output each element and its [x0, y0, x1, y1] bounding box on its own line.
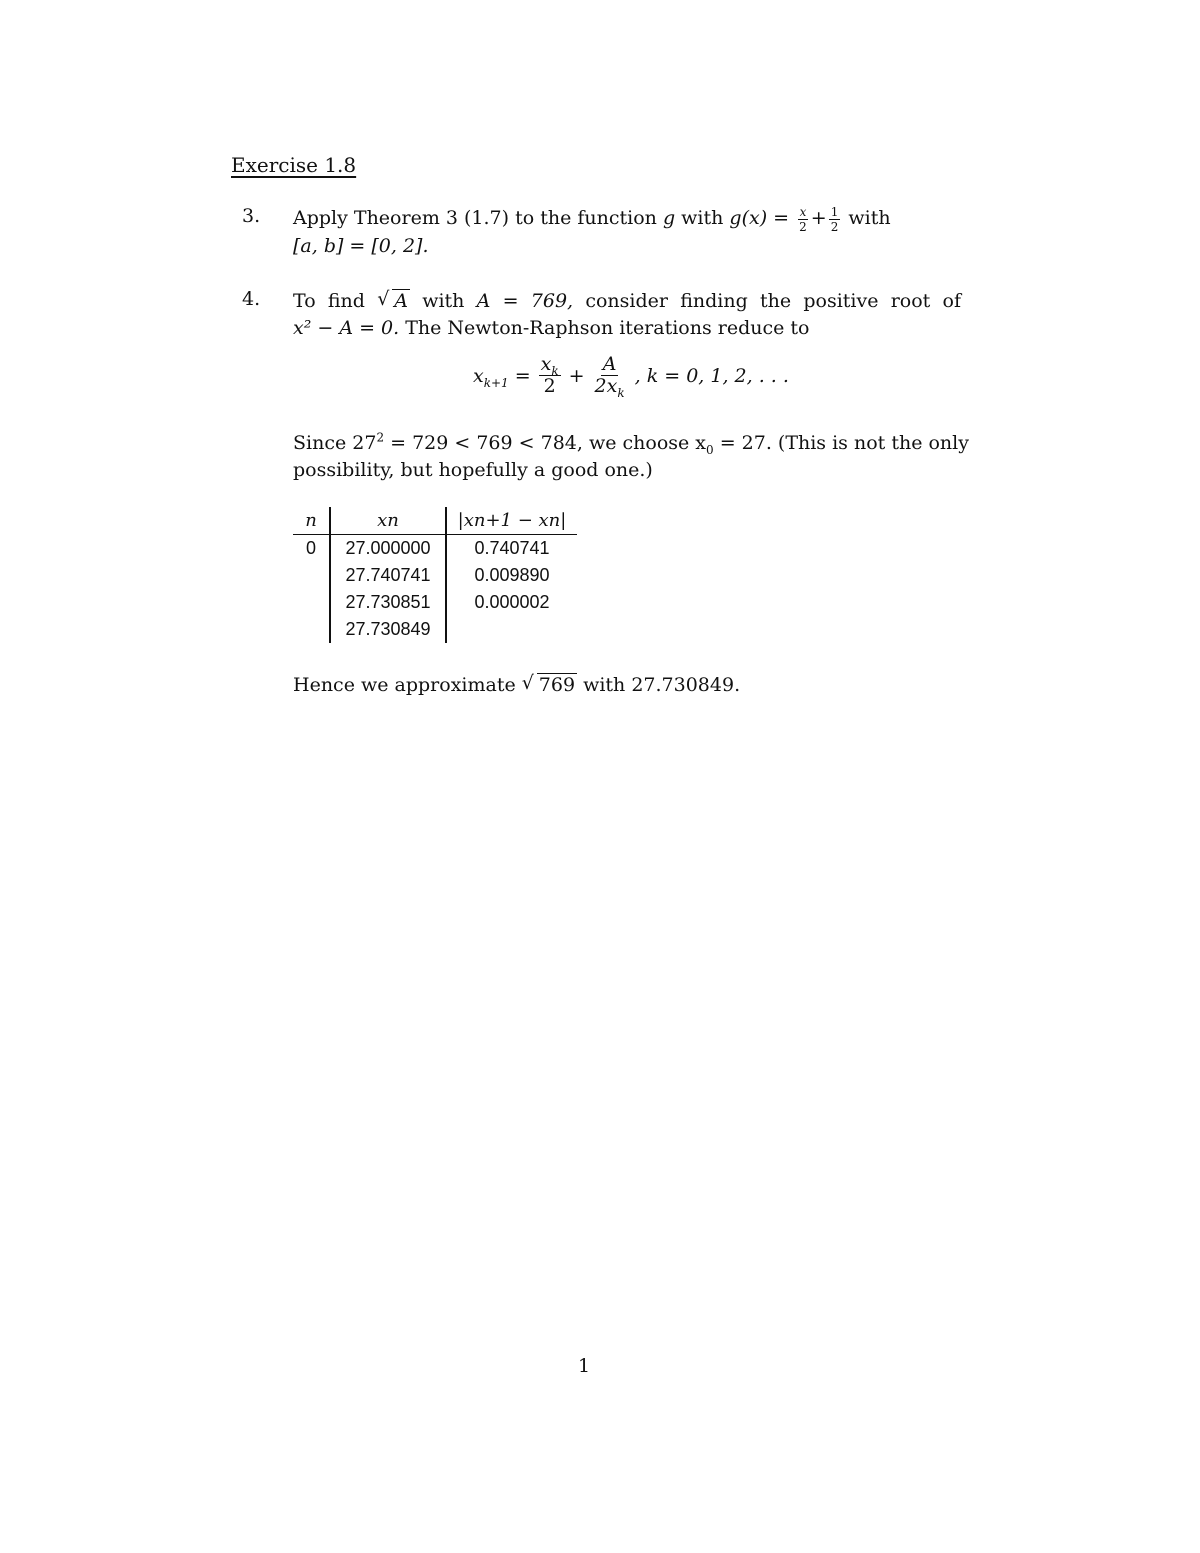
- item-4-number: 4.: [242, 288, 261, 310]
- exercise-title: Exercise 1.8: [231, 153, 357, 177]
- initial-guess-text: Since $27^2 = 729 < 769 < 784$, we choose $x_0 = 27$. (This is not the only possibility, but hopefully a good one.): [293, 430, 969, 481]
- sqrt-769: √ 769: [521, 672, 576, 696]
- page-number: 1: [578, 1355, 591, 1377]
- newton-raphson-formula: $x_{k+1}$ = $\frac{x_k}{2}$ + $\frac{A}{2x_k}$ , k = 0, 1, 2, . . .: [473, 353, 789, 400]
- table-row: 0 27.000000 0.740741: [293, 535, 577, 563]
- g-definition: g(x) =: [729, 207, 790, 229]
- table-row: 27.730849: [293, 616, 577, 643]
- item-3-number: 3.: [242, 205, 261, 227]
- interval: [a, b] = [0, 2].: [293, 234, 429, 257]
- header-xn: xn: [330, 507, 446, 535]
- table-header: [293, 507, 577, 535]
- iteration-table: [293, 507, 577, 643]
- fraction-1-over-2: $\frac{1}{2}$: [830, 204, 839, 234]
- sqrt-a: √ A: [377, 288, 408, 312]
- table-row: 27.740741 0.009890: [293, 562, 577, 589]
- header-n: n: [293, 507, 330, 535]
- table-row: 27.730851 0.000002: [293, 589, 577, 616]
- item-4-intro: To find √ A with A = 769, consider finding the positive root of x² − A = 0. The Newton-Raphson iterations reduce to: [293, 288, 962, 339]
- item-3-intro: Apply Theorem 3 (1.7) to the function: [293, 207, 657, 229]
- fraction-x-over-2: $\frac{x}{2}$: [799, 204, 807, 234]
- item-3-text: Apply Theorem 3 (1.7) to the function g with g(x) = $\frac{x}{2}$ + $\frac{1}{2}$ with [a, b] = [0, 2].: [293, 205, 961, 260]
- equation: x² − A = 0.: [293, 317, 400, 339]
- function-g: g: [662, 207, 676, 229]
- header-diff: |xn+1 − xn|: [446, 507, 577, 535]
- conclusion-text: Hence we approximate √ 769 with 27.730849.: [293, 672, 961, 699]
